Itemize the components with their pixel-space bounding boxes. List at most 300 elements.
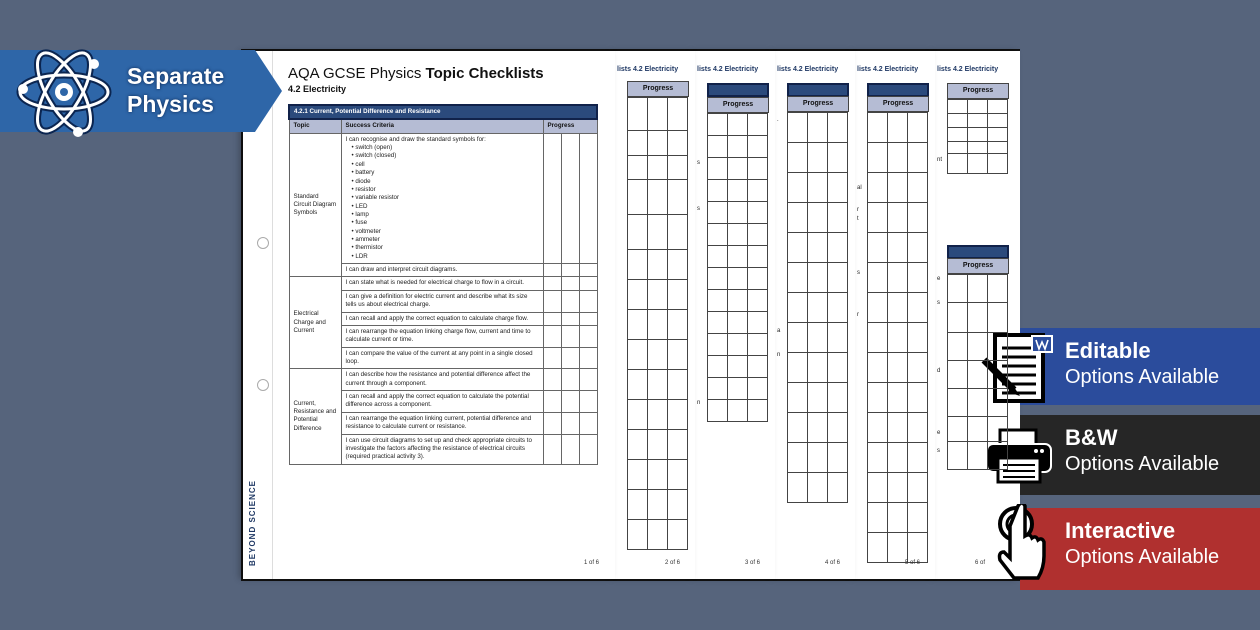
progress-cell[interactable] [648,520,668,550]
progress-header: Progress [707,97,769,113]
progress-cell[interactable] [579,312,597,325]
progress-cell[interactable] [543,434,561,464]
option-subtitle: Options Available [1065,546,1220,568]
progress-cell[interactable] [908,293,928,323]
title-regular: AQA GCSE Physics [288,65,426,82]
progress-cell[interactable] [543,391,561,413]
progress-header: Progress [867,96,929,112]
progress-cell[interactable] [748,290,768,312]
title-bold: Topic Checklists [425,65,544,82]
progress-cell[interactable] [808,203,828,233]
progress-cell[interactable] [728,114,748,136]
section-bar [867,83,929,97]
progress-cell[interactable] [808,383,828,413]
progress-cell[interactable] [868,503,888,533]
progress-cell[interactable] [868,203,888,233]
text-fragment: . [777,117,779,123]
progress-cell[interactable] [908,143,928,173]
progress-cell[interactable] [988,417,1008,442]
progress-cell[interactable] [908,173,928,203]
progress-cell[interactable] [561,312,579,325]
progress-cell[interactable] [668,250,688,280]
progress-cell[interactable] [708,268,728,290]
progress-cell[interactable] [948,114,968,128]
progress-cell[interactable] [868,293,888,323]
progress-cell[interactable] [948,303,968,333]
progress-cell[interactable] [668,460,688,490]
progress-cell[interactable] [868,233,888,263]
symbol-item: • switch (closed) [352,152,539,160]
progress-cell[interactable] [648,156,668,180]
progress-cell[interactable] [628,156,648,180]
progress-cell[interactable] [668,280,688,310]
progress-cell[interactable] [828,323,848,353]
option-editable[interactable] [1020,328,1260,405]
progress-cell[interactable] [828,293,848,323]
text-fragment: d [937,368,941,374]
section-title: 4.2.1 Current, Potential Difference and Resistance [289,105,597,119]
text-fragment: e [937,276,941,282]
progress-cell[interactable] [648,250,668,280]
progress-cell[interactable] [908,323,928,353]
progress-cell[interactable] [908,383,928,413]
progress-cell[interactable] [628,215,648,250]
progress-header: Progress [947,258,1009,274]
section-bar [787,83,849,97]
progress-cell[interactable] [561,325,579,347]
progress-cell[interactable] [708,224,728,246]
progress-cell[interactable] [708,290,728,312]
text-fragment: a [777,328,781,334]
progress-cell[interactable] [888,533,908,563]
page-header: lists 4.2 Electricity [697,66,759,73]
progress-cell[interactable] [888,173,908,203]
header-criteria: Success Criteria [341,119,543,133]
progress-cell[interactable] [668,400,688,430]
option-bw[interactable] [1020,415,1260,495]
progress-cell[interactable] [561,290,579,312]
progress-cell[interactable] [948,142,968,154]
progress-cell[interactable] [579,391,597,413]
progress-cell[interactable] [788,383,808,413]
progress-cell[interactable] [628,180,648,215]
progress-cell[interactable] [628,131,648,156]
option-title: B&W [1065,425,1118,450]
progress-cell[interactable] [543,412,561,434]
progress-cell[interactable] [908,353,928,383]
progress-cell[interactable] [828,353,848,383]
progress-cell[interactable] [708,114,728,136]
progress-cell[interactable] [648,131,668,156]
progress-cell[interactable] [728,246,748,268]
progress-cell[interactable] [628,490,648,520]
progress-cell[interactable] [668,340,688,370]
progress-cell[interactable] [968,333,988,361]
progress-cell[interactable] [868,413,888,443]
progress-cell[interactable] [948,154,968,174]
progress-cell[interactable] [868,263,888,293]
progress-cell[interactable] [868,143,888,173]
progress-cell[interactable] [648,430,668,460]
progress-cell[interactable] [708,158,728,180]
progress-cell[interactable] [628,280,648,310]
symbol-item: • LDR [352,253,539,261]
progress-cell[interactable] [908,473,928,503]
symbol-item: • variable resistor [352,194,539,202]
subject-line-1: Separate [127,63,225,89]
page-header: lists 4.2 Electricity [777,66,839,73]
header-topic: Topic [289,119,341,133]
progress-cell[interactable] [628,460,648,490]
progress-cell[interactable] [888,383,908,413]
progress-cell[interactable] [888,443,908,473]
text-fragment: t [857,216,859,222]
progress-cell[interactable] [708,246,728,268]
text-fragment: s [697,206,700,212]
progress-cell[interactable] [788,263,808,293]
progress-cell[interactable] [708,202,728,224]
progress-cell[interactable] [948,100,968,114]
progress-cell[interactable] [668,520,688,550]
progress-cell[interactable] [648,460,668,490]
progress-cell[interactable] [948,442,968,470]
progress-cell[interactable] [728,290,748,312]
progress-cell[interactable] [808,143,828,173]
page-number: 4 of 6 [825,560,841,566]
progress-cell[interactable] [788,203,808,233]
progress-cell[interactable] [888,113,908,143]
progress-cell[interactable] [988,128,1008,142]
progress-cell[interactable] [543,133,561,263]
progress-cell[interactable] [728,224,748,246]
progress-cell[interactable] [648,340,668,370]
progress-cell[interactable] [808,263,828,293]
progress-cell[interactable] [788,143,808,173]
progress-cell[interactable] [868,383,888,413]
progress-cell[interactable] [561,264,579,277]
progress-cell[interactable] [808,323,828,353]
progress-cell[interactable] [728,136,748,158]
progress-cell[interactable] [948,361,968,389]
progress-cell[interactable] [888,293,908,323]
text-fragment: e [937,430,941,436]
progress-cell[interactable] [668,490,688,520]
subject-line-2: Physics [127,91,214,117]
progress-cell[interactable] [748,312,768,334]
progress-cell[interactable] [579,434,597,464]
progress-cell[interactable] [808,443,828,473]
progress-cell[interactable] [748,158,768,180]
progress-cell[interactable] [968,417,988,442]
table-row [289,133,597,263]
progress-cell[interactable] [888,233,908,263]
progress-cell[interactable] [988,333,1008,361]
progress-cell[interactable] [908,413,928,443]
option-interactive[interactable] [1020,508,1260,590]
progress-cell[interactable] [728,356,748,378]
text-fragment: n [777,352,781,358]
progress-cell[interactable] [908,533,928,563]
progress-cell[interactable] [948,128,968,142]
progress-cell[interactable] [728,400,748,422]
progress-cell[interactable] [543,347,561,369]
progress-cell[interactable] [561,412,579,434]
progress-cell[interactable] [868,323,888,353]
progress-cell[interactable] [668,215,688,250]
symbol-item: • lamp [352,211,539,219]
progress-cell[interactable] [788,173,808,203]
progress-cell[interactable] [888,203,908,233]
progress-cell[interactable] [728,180,748,202]
progress-cell[interactable] [579,347,597,369]
progress-cell[interactable] [988,142,1008,154]
progress-cell[interactable] [788,413,808,443]
symbol-item: • voltmeter [352,228,539,236]
progress-cell[interactable] [988,442,1008,470]
progress-cell[interactable] [948,333,968,361]
progress-cell[interactable] [968,389,988,417]
progress-cell[interactable] [888,323,908,353]
progress-cell[interactable] [561,434,579,464]
progress-cell[interactable] [808,413,828,443]
progress-grid [787,112,848,503]
progress-cell[interactable] [543,264,561,277]
progress-cell[interactable] [748,334,768,356]
progress-cell[interactable] [668,180,688,215]
progress-cell[interactable] [908,203,928,233]
section-bar [947,245,1009,259]
progress-cell[interactable] [708,312,728,334]
progress-cell[interactable] [648,98,668,131]
progress-cell[interactable] [908,443,928,473]
progress-cell[interactable] [748,246,768,268]
progress-cell[interactable] [808,473,828,503]
progress-cell[interactable] [868,473,888,503]
progress-cell[interactable] [968,142,988,154]
progress-cell[interactable] [808,353,828,383]
progress-cell[interactable] [543,369,561,391]
progress-cell[interactable] [868,353,888,383]
progress-cell[interactable] [728,312,748,334]
progress-cell[interactable] [968,154,988,174]
progress-cell[interactable] [579,264,597,277]
progress-cell[interactable] [561,391,579,413]
progress-cell[interactable] [579,133,597,263]
progress-cell[interactable] [628,430,648,460]
progress-cell[interactable] [828,443,848,473]
progress-cell[interactable] [728,202,748,224]
progress-cell[interactable] [908,233,928,263]
progress-cell[interactable] [828,203,848,233]
progress-cell[interactable] [543,312,561,325]
progress-cell[interactable] [808,233,828,263]
subject-label [127,62,224,118]
progress-cell[interactable] [708,378,728,400]
progress-cell[interactable] [728,334,748,356]
progress-cell[interactable] [968,442,988,470]
progress-cell[interactable] [543,290,561,312]
progress-cell[interactable] [628,400,648,430]
progress-cell[interactable] [668,131,688,156]
progress-cell[interactable] [561,133,579,263]
progress-cell[interactable] [788,443,808,473]
text-fragment: s [937,448,940,454]
progress-cell[interactable] [828,233,848,263]
progress-cell[interactable] [868,113,888,143]
progress-cell[interactable] [728,158,748,180]
progress-cell[interactable] [708,356,728,378]
progress-cell[interactable] [828,413,848,443]
header-progress: Progress [543,119,597,133]
progress-cell[interactable] [988,154,1008,174]
progress-cell[interactable] [748,378,768,400]
progress-cell[interactable] [579,369,597,391]
progress-cell[interactable] [579,412,597,434]
progress-cell[interactable] [561,347,579,369]
progress-cell[interactable] [828,473,848,503]
page-title [288,65,544,82]
progress-cell[interactable] [648,370,668,400]
progress-cell[interactable] [668,430,688,460]
progress-cell[interactable] [868,443,888,473]
progress-cell[interactable] [948,417,968,442]
touch-hand-icon [996,504,1056,594]
progress-cell[interactable] [543,277,561,290]
progress-grid [867,112,928,563]
criteria-cell: I can state what is needed for electrical charge to flow in a circuit. [341,277,543,290]
progress-cell[interactable] [728,268,748,290]
text-fragment: r [857,207,859,213]
progress-cell[interactable] [728,378,748,400]
progress-cell[interactable] [648,310,668,340]
progress-cell[interactable] [628,370,648,400]
progress-cell[interactable] [668,310,688,340]
progress-cell[interactable] [828,383,848,413]
progress-cell[interactable] [788,293,808,323]
checklist-table [288,104,598,465]
progress-cell[interactable] [828,173,848,203]
progress-cell[interactable] [948,389,968,417]
progress-cell[interactable] [628,98,648,131]
progress-cell[interactable] [708,334,728,356]
progress-cell[interactable] [748,180,768,202]
progress-cell[interactable] [788,473,808,503]
progress-cell[interactable] [808,173,828,203]
progress-cell[interactable] [888,263,908,293]
page-header: lists 4.2 Electricity [937,66,999,73]
progress-cell[interactable] [888,503,908,533]
progress-cell[interactable] [561,277,579,290]
progress-cell[interactable] [908,503,928,533]
criteria-cell: I can describe how the resistance and potential difference affect the current through a component. [341,369,543,391]
progress-cell[interactable] [968,275,988,303]
progress-grid [627,97,688,550]
progress-cell[interactable] [788,353,808,383]
progress-cell[interactable] [579,325,597,347]
progress-cell[interactable] [968,303,988,333]
punch-hole [257,237,269,249]
progress-cell[interactable] [648,215,668,250]
progress-cell[interactable] [648,400,668,430]
progress-cell[interactable] [648,280,668,310]
progress-cell[interactable] [888,143,908,173]
progress-cell[interactable] [988,100,1008,114]
progress-cell[interactable] [788,233,808,263]
progress-cell[interactable] [748,224,768,246]
progress-cell[interactable] [668,156,688,180]
progress-cell[interactable] [988,275,1008,303]
text-fragment: n [697,400,701,406]
punch-hole [257,379,269,391]
progress-cell[interactable] [668,370,688,400]
progress-cell[interactable] [628,340,648,370]
progress-cell[interactable] [708,136,728,158]
progress-cell[interactable] [988,361,1008,389]
progress-cell[interactable] [968,100,988,114]
progress-cell[interactable] [868,533,888,563]
progress-cell[interactable] [579,277,597,290]
progress-cell[interactable] [888,413,908,443]
progress-cell[interactable] [968,361,988,389]
progress-cell[interactable] [748,356,768,378]
criteria-cell [341,133,543,263]
progress-cell[interactable] [748,202,768,224]
option-title: Interactive [1065,518,1176,543]
text-fragment: s [697,160,700,166]
topic-cell: Standard Circuit Diagram Symbols [289,133,341,277]
progress-cell[interactable] [968,114,988,128]
progress-cell[interactable] [808,293,828,323]
progress-cell[interactable] [648,180,668,215]
progress-cell[interactable] [543,325,561,347]
progress-cell[interactable] [628,250,648,280]
progress-cell[interactable] [668,98,688,131]
page-subtitle: 4.2 Electricity [288,84,347,94]
progress-cell[interactable] [888,473,908,503]
progress-cell[interactable] [708,400,728,422]
progress-cell[interactable] [748,136,768,158]
progress-header: Progress [787,96,849,112]
progress-cell[interactable] [648,490,668,520]
progress-cell[interactable] [948,275,968,303]
progress-cell[interactable] [908,113,928,143]
progress-cell[interactable] [988,389,1008,417]
progress-cell[interactable] [988,114,1008,128]
topic-cell: Current, Resistance and Potential Difference [289,369,341,464]
progress-cell[interactable] [561,369,579,391]
progress-cell[interactable] [908,263,928,293]
progress-cell[interactable] [888,353,908,383]
progress-cell[interactable] [828,113,848,143]
progress-cell[interactable] [748,114,768,136]
progress-cell[interactable] [708,180,728,202]
progress-cell[interactable] [868,173,888,203]
progress-cell[interactable] [988,303,1008,333]
progress-cell[interactable] [748,268,768,290]
progress-cell[interactable] [788,113,808,143]
criteria-cell: I can draw and interpret circuit diagrams. [341,264,543,277]
progress-cell[interactable] [628,520,648,550]
progress-cell[interactable] [628,310,648,340]
progress-cell[interactable] [808,113,828,143]
symbol-item: • ammeter [352,236,539,244]
progress-cell[interactable] [828,143,848,173]
progress-cell[interactable] [748,400,768,422]
progress-cell[interactable] [579,290,597,312]
progress-cell[interactable] [788,323,808,353]
progress-cell[interactable] [828,263,848,293]
progress-cell[interactable] [968,128,988,142]
